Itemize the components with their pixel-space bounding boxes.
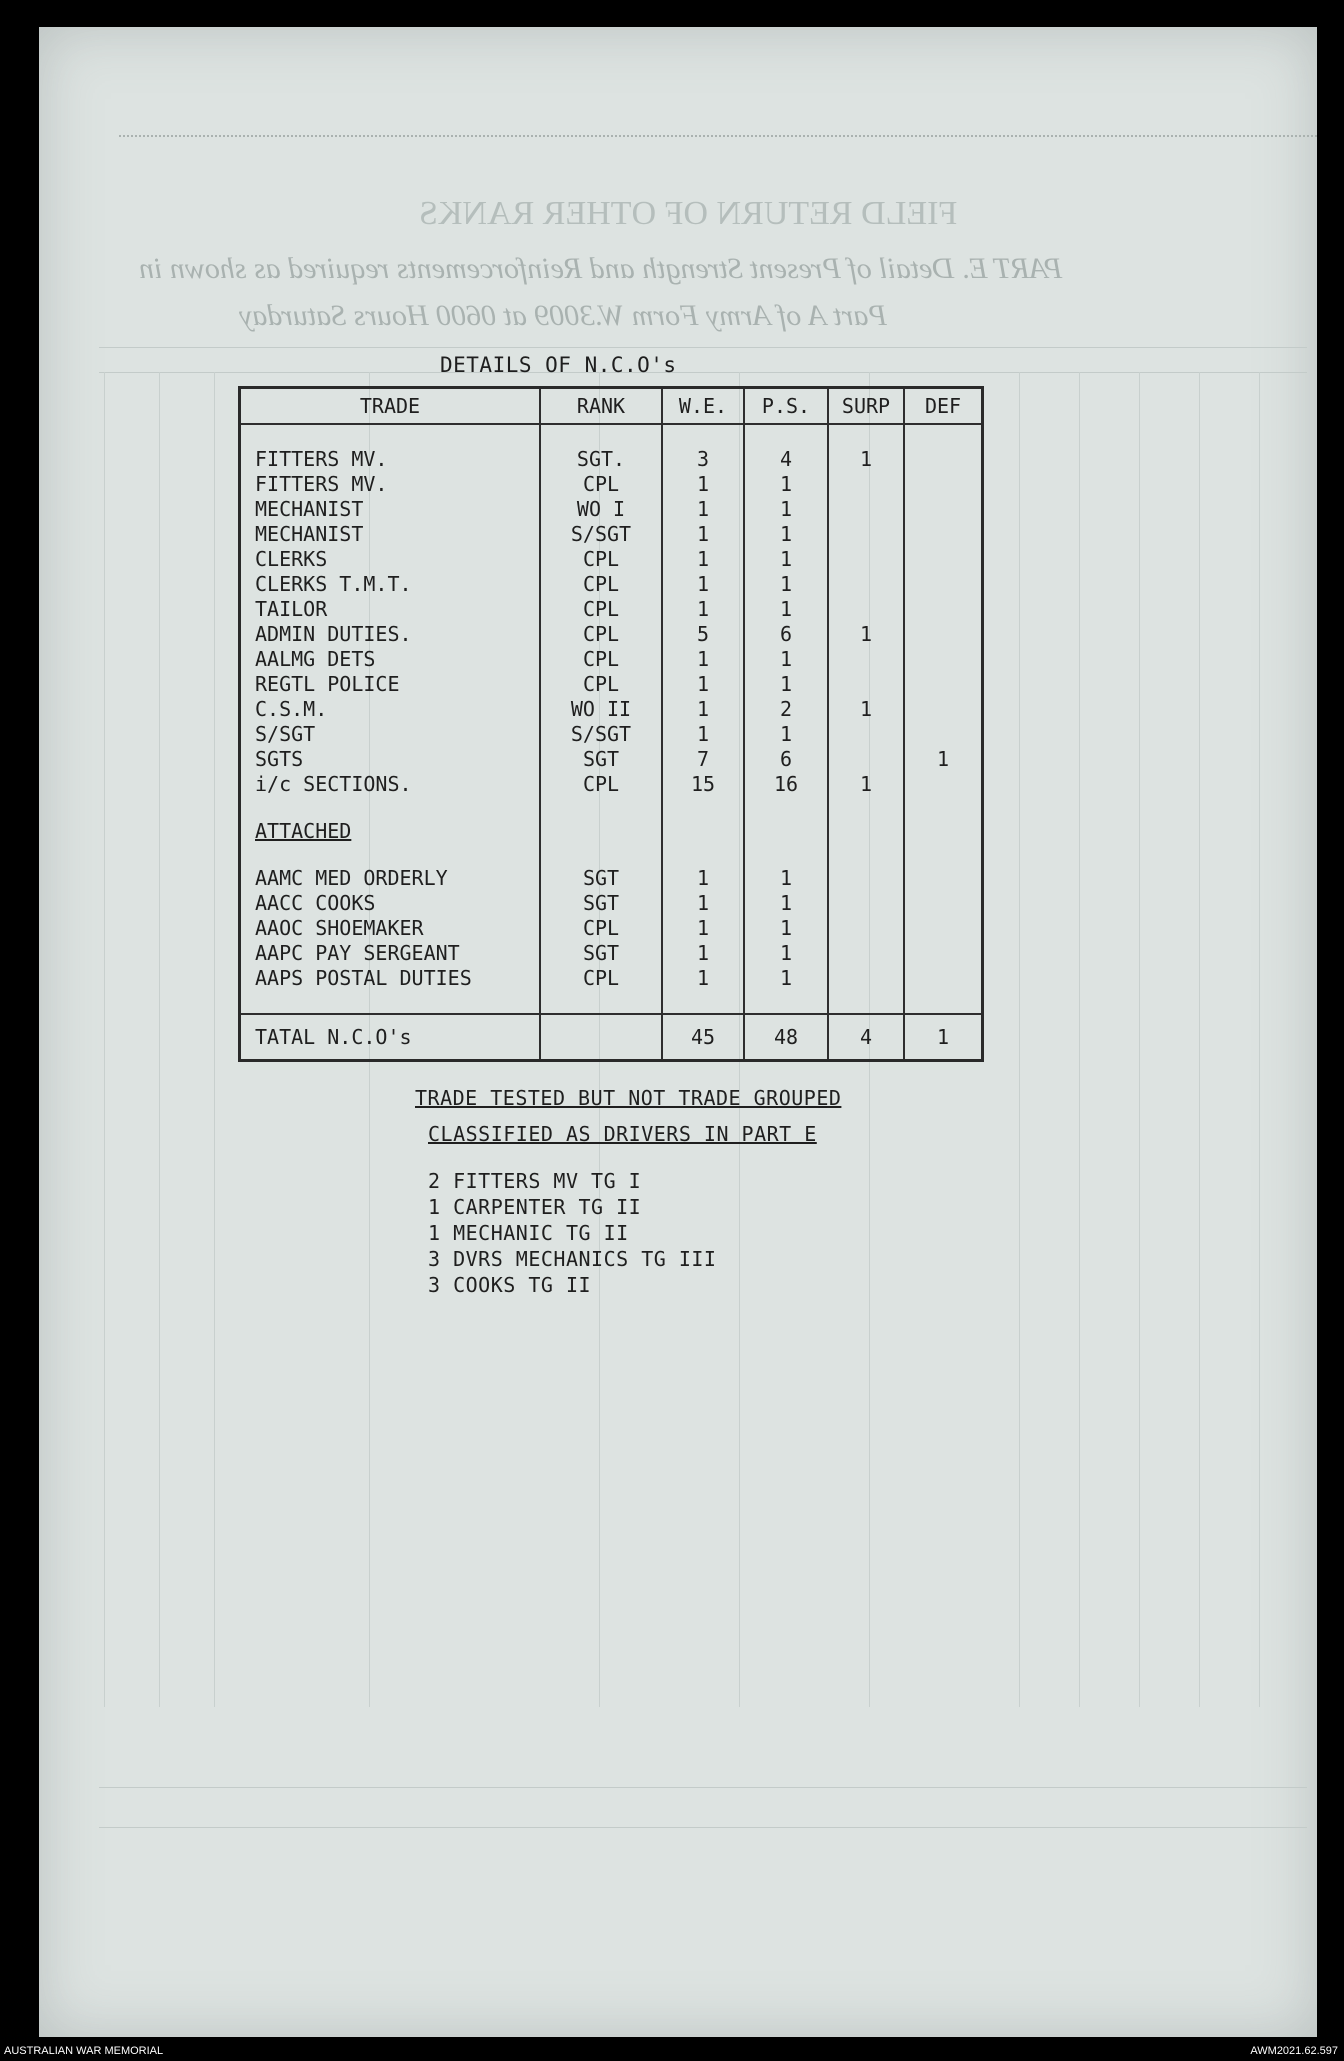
cell-def — [904, 772, 983, 797]
cell-rank: CPL — [540, 597, 662, 622]
spacer-row — [240, 991, 983, 1014]
cell-def — [904, 966, 983, 991]
cell-def — [904, 722, 983, 747]
cell-trade: i/c SECTIONS. — [240, 772, 541, 797]
spacer-row — [240, 797, 983, 819]
spacer-row — [240, 424, 983, 447]
total-row — [240, 1014, 983, 1061]
spacer-row — [240, 844, 983, 866]
cell-trade: S/SGT — [240, 722, 541, 747]
table-body — [240, 424, 983, 1061]
cell-trade: SGTS — [240, 747, 541, 772]
cell-trade: AALMG DETS — [240, 647, 541, 672]
cell-surp: 1 — [828, 772, 904, 797]
classified-list — [428, 1168, 716, 1298]
cell-def — [904, 597, 983, 622]
table-row — [240, 647, 983, 672]
cell-rank: CPL — [540, 572, 662, 597]
list-item: 1 CARPENTER TG II — [428, 1195, 642, 1219]
cell-def — [904, 866, 983, 891]
perforation-line — [119, 135, 1317, 137]
cell-we: 1 — [662, 722, 744, 747]
cell-def — [904, 941, 983, 966]
table-row — [240, 697, 983, 722]
cell-ps: 1 — [744, 966, 828, 991]
cell-trade: CLERKS T.M.T. — [240, 572, 541, 597]
attached-row — [240, 866, 983, 891]
cell-ps: 1 — [744, 497, 828, 522]
cell-ps: 6 — [744, 747, 828, 772]
cell-we: 1 — [662, 966, 744, 991]
cell-surp — [828, 672, 904, 697]
cell-ps: 1 — [744, 522, 828, 547]
bleed-through-part-e: PART E. Detail of Present Strength and Reinforcements required as shown in — [139, 252, 1063, 285]
list-item: 3 DVRS MECHANICS TG III — [428, 1247, 717, 1271]
cell-surp — [828, 916, 904, 941]
cell-surp — [828, 597, 904, 622]
cell-def — [904, 447, 983, 472]
table-row — [240, 547, 983, 572]
cell-def — [904, 916, 983, 941]
cell-ps: 1 — [744, 866, 828, 891]
cell-we: 15 — [662, 772, 744, 797]
cell-we: 1 — [662, 522, 744, 547]
cell-trade: TAILOR — [240, 597, 541, 622]
cell-surp — [828, 747, 904, 772]
attached-row — [240, 891, 983, 916]
cell-trade: TATAL N.C.O's — [240, 1014, 541, 1061]
cell-rank: CPL — [540, 622, 662, 647]
cell-ps: 6 — [744, 622, 828, 647]
cell-we: 1 — [662, 891, 744, 916]
header-surp: SURP — [828, 388, 904, 425]
cell-we: 45 — [662, 1014, 744, 1061]
cell-ps: 1 — [744, 891, 828, 916]
cell-trade: C.S.M. — [240, 697, 541, 722]
list-item: 3 COOKS TG II — [428, 1273, 592, 1297]
cell-surp — [828, 497, 904, 522]
header-ps: P.S. — [744, 388, 828, 425]
cell-rank: CPL — [540, 772, 662, 797]
cell-surp — [828, 547, 904, 572]
table-row — [240, 597, 983, 622]
nco-details-table — [238, 386, 984, 1062]
cell-def: 1 — [904, 1014, 983, 1061]
cell-trade: AACC COOKS — [240, 891, 541, 916]
cell-rank: WO I — [540, 497, 662, 522]
cell-rank: CPL — [540, 672, 662, 697]
table-row — [240, 747, 983, 772]
cell-def — [904, 572, 983, 597]
cell-def — [904, 472, 983, 497]
table-row — [240, 472, 983, 497]
table-row — [240, 722, 983, 747]
footer-bar — [0, 2037, 1344, 2061]
cell-we: 1 — [662, 597, 744, 622]
header-rank: RANK — [540, 388, 662, 425]
cell-ps: 1 — [744, 941, 828, 966]
cell-we: 1 — [662, 866, 744, 891]
list-item: 1 MECHANIC TG II — [428, 1221, 629, 1245]
cell-def — [904, 497, 983, 522]
cell-ps: 1 — [744, 572, 828, 597]
cell-we: 5 — [662, 622, 744, 647]
cell-surp — [828, 647, 904, 672]
attached-label: ATTACHED — [240, 819, 541, 844]
cell-trade: MECHANIST — [240, 497, 541, 522]
cell-def — [904, 697, 983, 722]
cell-surp: 1 — [828, 697, 904, 722]
cell-ps: 2 — [744, 697, 828, 722]
cell-we: 1 — [662, 472, 744, 497]
cell-ps: 1 — [744, 547, 828, 572]
cell-rank: CPL — [540, 547, 662, 572]
cell-ps: 1 — [744, 722, 828, 747]
header-we: W.E. — [662, 388, 744, 425]
cell-ps: 1 — [744, 916, 828, 941]
cell-we: 1 — [662, 941, 744, 966]
cell-surp — [828, 572, 904, 597]
cell-surp: 4 — [828, 1014, 904, 1061]
header-trade: TRADE — [240, 388, 541, 425]
cell-trade: AAPC PAY SERGEANT — [240, 941, 541, 966]
cell-we: 7 — [662, 747, 744, 772]
cell-rank: SGT — [540, 866, 662, 891]
cell-surp: 1 — [828, 447, 904, 472]
cell-def — [904, 672, 983, 697]
cell-we: 1 — [662, 916, 744, 941]
cell-def — [904, 647, 983, 672]
cell-rank: CPL — [540, 472, 662, 497]
cell-surp: 1 — [828, 622, 904, 647]
attached-row — [240, 941, 983, 966]
cell-ps: 1 — [744, 597, 828, 622]
header-def: DEF — [904, 388, 983, 425]
cell-surp — [828, 891, 904, 916]
cell-surp — [828, 966, 904, 991]
cell-we: 1 — [662, 547, 744, 572]
cell-trade: MECHANIST — [240, 522, 541, 547]
cell-trade: ADMIN DUTIES. — [240, 622, 541, 647]
footer-source: AUSTRALIAN WAR MEMORIAL — [4, 2045, 164, 2057]
cell-rank: S/SGT — [540, 522, 662, 547]
cell-ps: 1 — [744, 672, 828, 697]
cell-ps: 16 — [744, 772, 828, 797]
page-title: DETAILS OF N.C.O's — [440, 353, 677, 377]
cell-we: 1 — [662, 672, 744, 697]
table-row — [240, 497, 983, 522]
cell-rank: SGT — [540, 747, 662, 772]
attached-row — [240, 916, 983, 941]
cell-ps: 48 — [744, 1014, 828, 1061]
cell-ps: 1 — [744, 647, 828, 672]
cell-rank: CPL — [540, 966, 662, 991]
cell-surp — [828, 866, 904, 891]
cell-def — [904, 891, 983, 916]
cell-rank — [540, 1014, 662, 1061]
cell-trade: CLERKS — [240, 547, 541, 572]
cell-surp — [828, 472, 904, 497]
cell-def — [904, 547, 983, 572]
heading-trade-tested: TRADE TESTED BUT NOT TRADE GROUPED — [415, 1086, 842, 1110]
list-item: 2 FITTERS MV TG I — [428, 1169, 642, 1193]
cell-surp — [828, 941, 904, 966]
cell-rank: CPL — [540, 916, 662, 941]
bleed-through-part-a: Part A of Army Form W.3009 at 0600 Hours Saturday — [239, 299, 887, 332]
cell-trade: REGTL POLICE — [240, 672, 541, 697]
cell-trade: AAMC MED ORDERLY — [240, 866, 541, 891]
bleed-through-heading: FIELD RETURN OF OTHER RANKS — [419, 195, 958, 232]
cell-we: 1 — [662, 647, 744, 672]
attached-label-row — [240, 819, 983, 844]
cell-trade: AAPS POSTAL DUTIES — [240, 966, 541, 991]
cell-trade: FITTERS MV. — [240, 472, 541, 497]
table-row — [240, 672, 983, 697]
cell-rank: SGT. — [540, 447, 662, 472]
cell-rank: S/SGT — [540, 722, 662, 747]
table-header-row — [240, 388, 983, 425]
cell-rank: WO II — [540, 697, 662, 722]
table-row — [240, 622, 983, 647]
cell-surp — [828, 722, 904, 747]
table-row — [240, 522, 983, 547]
cell-def — [904, 522, 983, 547]
footer-accession-number: AWM2021.62.597 — [1250, 2045, 1338, 2057]
cell-rank: CPL — [540, 647, 662, 672]
cell-we: 1 — [662, 697, 744, 722]
cell-def — [904, 622, 983, 647]
cell-trade: AAOC SHOEMAKER — [240, 916, 541, 941]
cell-we: 1 — [662, 572, 744, 597]
table-row — [240, 572, 983, 597]
cell-trade: FITTERS MV. — [240, 447, 541, 472]
attached-row — [240, 966, 983, 991]
cell-rank: SGT — [540, 891, 662, 916]
cell-def: 1 — [904, 747, 983, 772]
cell-ps: 4 — [744, 447, 828, 472]
table-row — [240, 772, 983, 797]
cell-rank: SGT — [540, 941, 662, 966]
table-row — [240, 447, 983, 472]
cell-we: 1 — [662, 497, 744, 522]
heading-classified-drivers: CLASSIFIED AS DRIVERS IN PART E — [428, 1122, 817, 1146]
cell-ps: 1 — [744, 472, 828, 497]
cell-surp — [828, 522, 904, 547]
cell-we: 3 — [662, 447, 744, 472]
